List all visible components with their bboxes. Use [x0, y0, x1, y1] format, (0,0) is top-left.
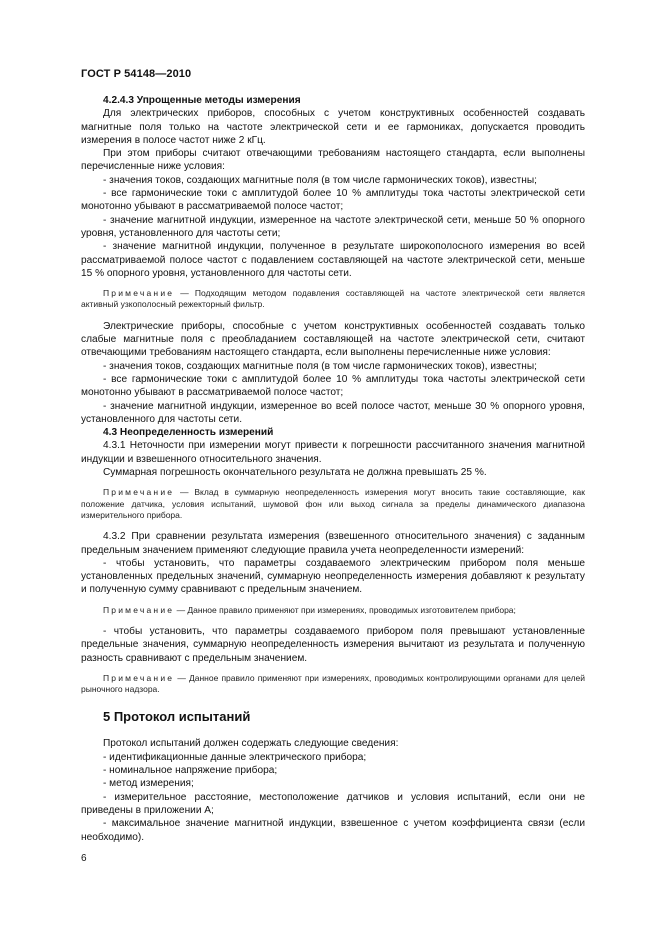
- note-text: — Данное правило применяют при измерениях, проводимых изготовителем прибора;: [174, 604, 516, 615]
- section-4-2-4-3-heading: 4.2.4.3 Упрощенные методы измерения: [103, 95, 301, 106]
- section-5-heading: 5 Протокол испытаний: [103, 709, 251, 725]
- list-item: - все гармонические токи с амплитудой более 10 % амплитуды тока частоты электрической сети монотонно убывают в рассматриваемой полосе частот;: [81, 188, 585, 213]
- section-4-3-heading: 4.3 Неопределенность измерений: [103, 427, 274, 439]
- paragraph: 4.3.1 Неточности при измерении могут привести к погрешности рассчитанного значения магнитной индукции и взвешенного относительного значения.: [81, 440, 585, 465]
- note: [81, 605, 585, 616]
- paragraph: Протокол испытаний должен содержать следующие сведения:: [103, 738, 399, 750]
- paragraph: Суммарная погрешность окончательного результата не должна превышать 25 %.: [103, 467, 487, 479]
- list-item: - значение магнитной индукции, измеренное во всей полосе частот, меньше 30 % опорного уровня, установленного для частоты сети.: [81, 400, 585, 425]
- list-item: - значение магнитной индукции, измеренное на частоте электрической сети, меньше 50 % опорного уровня, установленного для частоты сети;: [81, 214, 585, 239]
- list-item: - значения токов, создающих магнитные поля (в том числе гармонических токов), известны;: [103, 360, 537, 372]
- list-item: - все гармонические токи с амплитудой более 10 % амплитуды тока частоты электрической сети монотонно убывают в рассматриваемой полосе частот;: [81, 373, 585, 399]
- list-item: - значение магнитной индукции, полученное в результате широкополосного измерения во всей рассматриваемой полосе частот с подавлением составляющей на частоте электрической сети, меньше 15 % опорного уровня, установленного для частоты сети.: [81, 241, 585, 279]
- note-label: Примечание: [103, 487, 175, 498]
- list-item: - чтобы установить, что параметры создаваемого электрическим прибором поля меньше установленных предельных значений, суммарную неопределенность измерения добавляют к результату и полученную сумму сравнивают с предельным значением.: [81, 557, 585, 596]
- list-item: - максимальное значение магнитной индукции, взвешенное с учетом коэффициента связи (если необходимо).: [81, 818, 585, 843]
- note-label: Примечание: [103, 672, 175, 683]
- note-label: Примечание: [103, 288, 175, 299]
- paragraph: Электрические приборы, способные с учетом конструктивных особенностей создавать только слабые магнитные поля с преобладанием составляющей на частоте электрической сети, считают отвечающими требованиям настоящего стандарта, если выполнены перечисленные ниже условия:: [81, 320, 585, 359]
- note: [81, 673, 585, 696]
- paragraph: 4.3.2 При сравнении результата измерения (взвешенного относительного значения) с заданным предельным значением применяют следующие правила учета неопределенности измерений:: [81, 531, 585, 556]
- document-header: ГОСТ Р 54148—2010: [81, 68, 192, 80]
- note-text: — Данное правило применяют при измерениях, проводимых контролирующими органами для целей рыночного надзора.: [81, 672, 585, 695]
- paragraph: Для электрических приборов, способных с учетом конструктивных особенностей создавать магнитные поля только на частоте электрической сети и ее гармониках, допускается проводить измерения в полосе частот ниже 2 кГц.: [81, 108, 585, 146]
- document-body: [81, 94, 585, 844]
- list-item: - номинальное напряжение прибора;: [103, 765, 278, 777]
- note: [81, 487, 585, 521]
- list-item: - идентификационные данные электрического прибора;: [103, 751, 367, 763]
- note-text: — Подходящим методом подавления составляющей на частоте электрической сети является активный узкополосный режекторный фильтр.: [81, 288, 585, 310]
- list-item: - чтобы установить, что параметры создаваемого прибором поля превышают установленные предельные значения, суммарную неопределенность измерения вычитают из результата и полученную разность сравнивают с предельным значением.: [81, 625, 585, 664]
- note: [81, 288, 585, 311]
- paragraph: При этом приборы считают отвечающими требованиям настоящего стандарта, если выполнены перечисленные ниже условия:: [81, 148, 585, 173]
- list-item: - значения токов, создающих магнитные поля (в том числе гармонических токов), известны;: [103, 174, 537, 186]
- note-text: — Вклад в суммарную неопределенность измерения могут вносить такие составляющие, как положение датчика, условия испытаний, шумовой фон или выход сигнала за пределы динамического диапазона измерительного прибора.: [81, 487, 585, 520]
- note-label: Примечание: [103, 604, 175, 615]
- list-item: - метод измерения;: [103, 778, 194, 790]
- list-item: - измерительное расстояние, местоположение датчиков и условия испытаний, если они не приведены в приложении А;: [81, 791, 585, 816]
- page-number: 6: [81, 853, 87, 864]
